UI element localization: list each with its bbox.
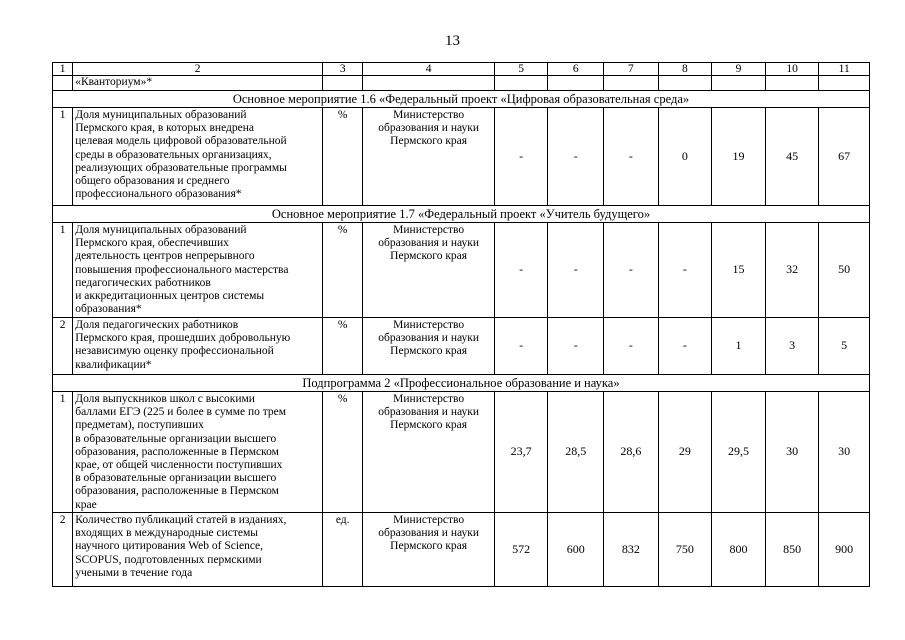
unit: % xyxy=(322,318,362,375)
section-row xyxy=(53,375,870,392)
column-number: 10 xyxy=(765,63,819,76)
value-cell: - xyxy=(548,318,604,375)
row-number: 2 xyxy=(53,513,73,587)
value-cell: - xyxy=(494,318,548,375)
value-cell: - xyxy=(494,223,548,318)
column-number: 1 xyxy=(53,63,73,76)
value-cell: 30 xyxy=(765,392,819,513)
column-number: 9 xyxy=(712,63,766,76)
value-cell: 5 xyxy=(819,318,870,375)
value-cell: - xyxy=(548,108,604,206)
value-cell: 15 xyxy=(712,223,766,318)
value-cell: 19 xyxy=(712,108,766,206)
row-number: 1 xyxy=(53,392,73,513)
column-number: 6 xyxy=(548,63,604,76)
unit: % xyxy=(322,223,362,318)
unit: % xyxy=(322,108,362,206)
row-number: 1 xyxy=(53,223,73,318)
unit: % xyxy=(322,392,362,513)
section-title: Основное мероприятие 1.7 «Федеральный проект «Учитель будущего» xyxy=(53,206,870,223)
column-number: 5 xyxy=(494,63,548,76)
indicator-name: Доля муниципальных образований Пермского края, в которых внедрена целевая модель цифровой образовательной среды в образовательных организациях, реализующих образовательные программы общего образования и среднего профессионального образования* xyxy=(73,108,323,206)
table-row xyxy=(53,392,870,513)
executor: Министерство образования и науки Пермского края xyxy=(363,392,494,513)
value-cell: 28,5 xyxy=(548,392,604,513)
indicator-name: Доля муниципальных образований Пермского края, обеспечивших деятельность центров непрерывного повышения профессионального мастерства педагогических работников и аккредитационных центров системы образования* xyxy=(73,223,323,318)
value-cell: 0 xyxy=(658,108,712,206)
continued-row xyxy=(53,76,870,91)
table-row xyxy=(53,318,870,375)
value-cell: - xyxy=(604,108,659,206)
column-number: 4 xyxy=(363,63,494,76)
section-row xyxy=(53,91,870,108)
value-cell: 832 xyxy=(604,513,659,587)
value-cell: - xyxy=(658,223,712,318)
page-number: 13 xyxy=(445,33,460,49)
table-row xyxy=(53,108,870,206)
value-cell: 45 xyxy=(765,108,819,206)
section-title: Подпрограмма 2 «Профессиональное образование и наука» xyxy=(53,375,870,392)
section-title: Основное мероприятие 1.6 «Федеральный проект «Цифровая образовательная среда» xyxy=(53,91,870,108)
column-number: 7 xyxy=(604,63,659,76)
value-cell: 67 xyxy=(819,108,870,206)
column-number: 3 xyxy=(322,63,362,76)
value-cell: 32 xyxy=(765,223,819,318)
value-cell: - xyxy=(494,108,548,206)
column-number: 11 xyxy=(819,63,870,76)
row-number: 2 xyxy=(53,318,73,375)
value-cell: 28,6 xyxy=(604,392,659,513)
indicator-name: Доля выпускников школ с высокими баллами ЕГЭ (225 и более в сумме по трем предметам), поступивших в образовательные организации высшего образования, расположенные в Пермском крае, от общей численности поступивших в образовательные организации высшего образования, расположенные в Пермском крае xyxy=(73,392,323,513)
indicator-name: «Кванториум»* xyxy=(73,76,323,91)
value-cell: 850 xyxy=(765,513,819,587)
value-cell: 572 xyxy=(494,513,548,587)
value-cell: 29 xyxy=(658,392,712,513)
executor: Министерство образования и науки Пермского края xyxy=(363,108,494,206)
value-cell: - xyxy=(658,318,712,375)
row-number: 1 xyxy=(53,108,73,206)
indicator-name: Доля педагогических работников Пермского края, прошедших добровольную независимую оценку профессиональной квалификации* xyxy=(73,318,323,375)
value-cell: 600 xyxy=(548,513,604,587)
value-cell: 800 xyxy=(712,513,766,587)
column-number: 2 xyxy=(73,63,323,76)
value-cell: - xyxy=(604,318,659,375)
value-cell: 23,7 xyxy=(494,392,548,513)
value-cell: 900 xyxy=(819,513,870,587)
section-row xyxy=(53,206,870,223)
value-cell: - xyxy=(548,223,604,318)
value-cell: 50 xyxy=(819,223,870,318)
table-row xyxy=(53,223,870,318)
executor: Министерство образования и науки Пермского края xyxy=(363,513,494,587)
value-cell: 3 xyxy=(765,318,819,375)
unit: ед. xyxy=(322,513,362,587)
indicators-table xyxy=(52,62,870,587)
table-row xyxy=(53,513,870,587)
value-cell: 750 xyxy=(658,513,712,587)
value-cell: 29,5 xyxy=(712,392,766,513)
value-cell: - xyxy=(604,223,659,318)
value-cell: 1 xyxy=(712,318,766,375)
executor: Министерство образования и науки Пермского края xyxy=(363,318,494,375)
indicator-name: Количество публикаций статей в изданиях, входящих в международные системы научного цитирования Web of Science, SCOPUS, подготовленных пермскими учеными в течение года xyxy=(73,513,323,587)
executor: Министерство образования и науки Пермского края xyxy=(363,223,494,318)
column-number: 8 xyxy=(658,63,712,76)
value-cell: 30 xyxy=(819,392,870,513)
column-number-row xyxy=(53,63,870,76)
